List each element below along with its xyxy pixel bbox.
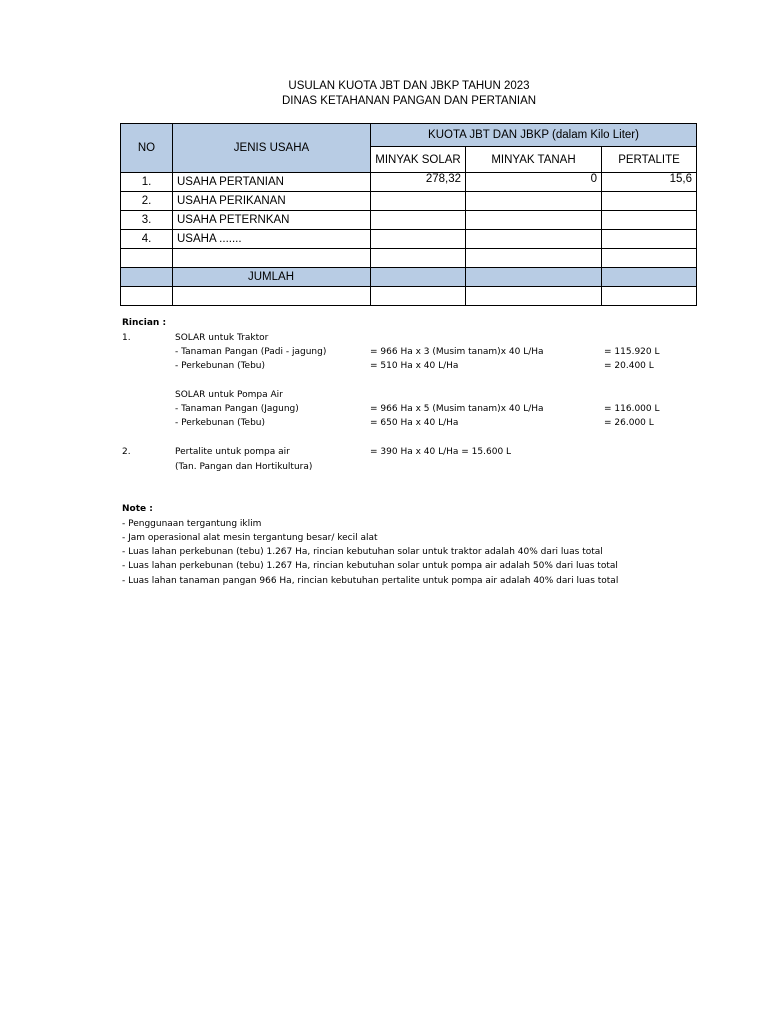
traktor-label: - Tanaman Pangan (Padi - jagung) xyxy=(175,347,327,357)
document-subtitle: DINAS KETAHANAN PANGAN DAN PERTANIAN xyxy=(281,95,537,107)
pertalite-sub: (Tan. Pangan dan Hortikultura) xyxy=(175,462,313,472)
pompa-result: = 26.000 L xyxy=(604,418,654,428)
row-jenis: USAHA PERIKANAN xyxy=(173,192,371,211)
pertalite-title: Pertalite untuk pompa air xyxy=(175,447,290,457)
traktor-result: = 115.920 L xyxy=(604,347,660,357)
row-no: 1. xyxy=(121,173,173,192)
row-solar: 278,32 xyxy=(371,173,466,192)
note-line: - Luas lahan tanaman pangan 966 Ha, rincian kebutuhan pertalite untuk pompa air adalah 40% dari luas total xyxy=(122,576,619,586)
pompa-calc: = 650 Ha x 40 L/Ha xyxy=(370,418,459,428)
traktor-label: - Perkebunan (Tebu) xyxy=(175,361,266,371)
row-solar xyxy=(371,211,466,230)
row-tanah xyxy=(466,192,602,211)
row-solar xyxy=(371,192,466,211)
note-line: - Luas lahan perkebunan (tebu) 1.267 Ha, rincian kebutuhan solar untuk pompa air adalah 50% dari luas total xyxy=(122,561,618,571)
row-pertalite xyxy=(602,211,697,230)
table-row xyxy=(121,211,697,230)
pompa-label: - Perkebunan (Tebu) xyxy=(175,418,266,428)
pompa-calc: = 966 Ha x 5 (Musim tanam)x 40 L/Ha xyxy=(370,404,544,414)
note-heading: Note : xyxy=(122,504,153,514)
table-row-empty xyxy=(121,287,697,306)
document-title: USULAN KUOTA JBT DAN JBKP TAHUN 2023 xyxy=(288,80,530,92)
table-row xyxy=(121,192,697,211)
jumlah-label: JUMLAH xyxy=(173,268,371,287)
jumlah-row xyxy=(121,268,697,287)
row-tanah xyxy=(466,211,602,230)
rincian-item1-no: 1. xyxy=(122,333,131,343)
pompa-result: = 116.000 L xyxy=(604,404,660,414)
rincian-heading: Rincian : xyxy=(122,318,167,328)
row-pertalite xyxy=(602,192,697,211)
row-no: 4. xyxy=(121,230,173,249)
rincian-item2-no: 2. xyxy=(122,447,131,457)
note-line: - Jam operasional alat mesin tergantung besar/ kecil alat xyxy=(122,533,378,543)
note-line: - Penggunaan tergantung iklim xyxy=(122,519,262,529)
row-solar xyxy=(371,230,466,249)
row-no: 2. xyxy=(121,192,173,211)
table-row-empty xyxy=(121,249,697,268)
row-tanah: 0 xyxy=(466,173,602,192)
row-no: 3. xyxy=(121,211,173,230)
traktor-calc: = 510 Ha x 40 L/Ha xyxy=(370,361,459,371)
quota-table xyxy=(120,123,697,306)
row-jenis: USAHA PETERNKAN xyxy=(173,211,371,230)
pertalite-calc: = 390 Ha x 40 L/Ha = 15.600 L xyxy=(370,447,512,457)
pompa-label: - Tanaman Pangan (Jagung) xyxy=(175,404,299,414)
header-pertalite: PERTALITE xyxy=(602,147,697,173)
row-jenis: USAHA ....... xyxy=(173,230,371,249)
table-row xyxy=(121,230,697,249)
header-jenis-usaha: JENIS USAHA xyxy=(173,124,371,173)
row-jenis: USAHA PERTANIAN xyxy=(173,173,371,192)
traktor-title: SOLAR untuk Traktor xyxy=(175,333,269,343)
traktor-result: = 20.400 L xyxy=(604,361,654,371)
header-no: NO xyxy=(121,124,173,173)
pompa-title: SOLAR untuk Pompa Air xyxy=(175,390,283,400)
table-row xyxy=(121,173,697,192)
row-tanah xyxy=(466,230,602,249)
note-line: - Luas lahan perkebunan (tebu) 1.267 Ha, rincian kebutuhan solar untuk traktor adalah 40% dari luas total xyxy=(122,547,603,557)
traktor-calc: = 966 Ha x 3 (Musim tanam)x 40 L/Ha xyxy=(370,347,544,357)
header-kuota: KUOTA JBT DAN JBKP (dalam Kilo Liter) xyxy=(371,124,697,147)
header-minyak-tanah: MINYAK TANAH xyxy=(466,147,602,173)
header-minyak-solar: MINYAK SOLAR xyxy=(371,147,466,173)
row-pertalite xyxy=(602,230,697,249)
row-pertalite: 15,6 xyxy=(602,173,697,192)
